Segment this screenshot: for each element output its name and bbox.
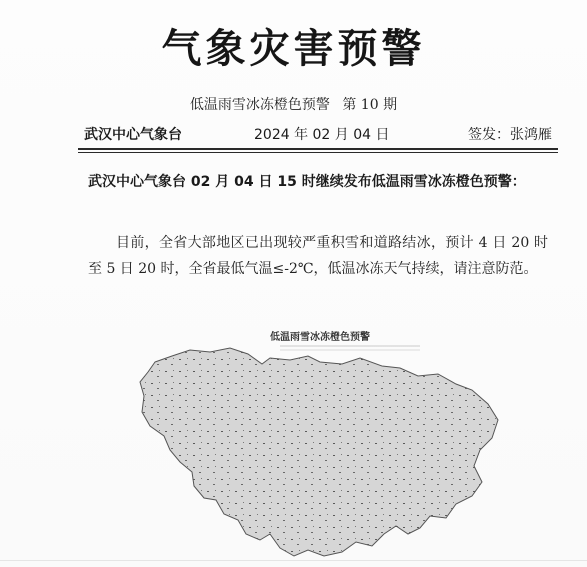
header-row <box>84 124 552 146</box>
hubei-province-outline <box>140 348 498 556</box>
lead-paragraph: 武汉中心气象台 02 月 04 日 15 时继续发布低温雨雪冰冻橙色预警： <box>88 174 526 190</box>
signer: 签发：张鸿雁 <box>468 127 552 143</box>
warning-map <box>120 320 520 567</box>
issuing-organization: 武汉中心气象台 <box>84 127 182 143</box>
map-legend-lines <box>280 346 420 350</box>
warning-name: 低温雨雪冰冻橙色预警 <box>189 97 330 113</box>
issue-date: 2024 年 02 月 04 日 <box>254 127 390 143</box>
map-title: 低温雨雪冰冻橙色预警 <box>270 332 370 343</box>
header-rule-thick <box>78 148 558 150</box>
body-paragraph: 目前，全省大部地区已出现较严重积雪和道路结冰，预计 4 日 20 时至 5 日 20 时，全省最低气温≤-2℃，低温冰冻天气持续，请注意防范。 <box>88 235 548 277</box>
province-map-graphic <box>120 320 520 567</box>
issue-number: 第 10 期 <box>342 97 398 113</box>
document-title: 气象灾害预警 <box>161 25 426 72</box>
document-subtitle <box>0 94 587 114</box>
scan-edge <box>0 560 587 561</box>
header-rule-thin <box>78 152 558 153</box>
